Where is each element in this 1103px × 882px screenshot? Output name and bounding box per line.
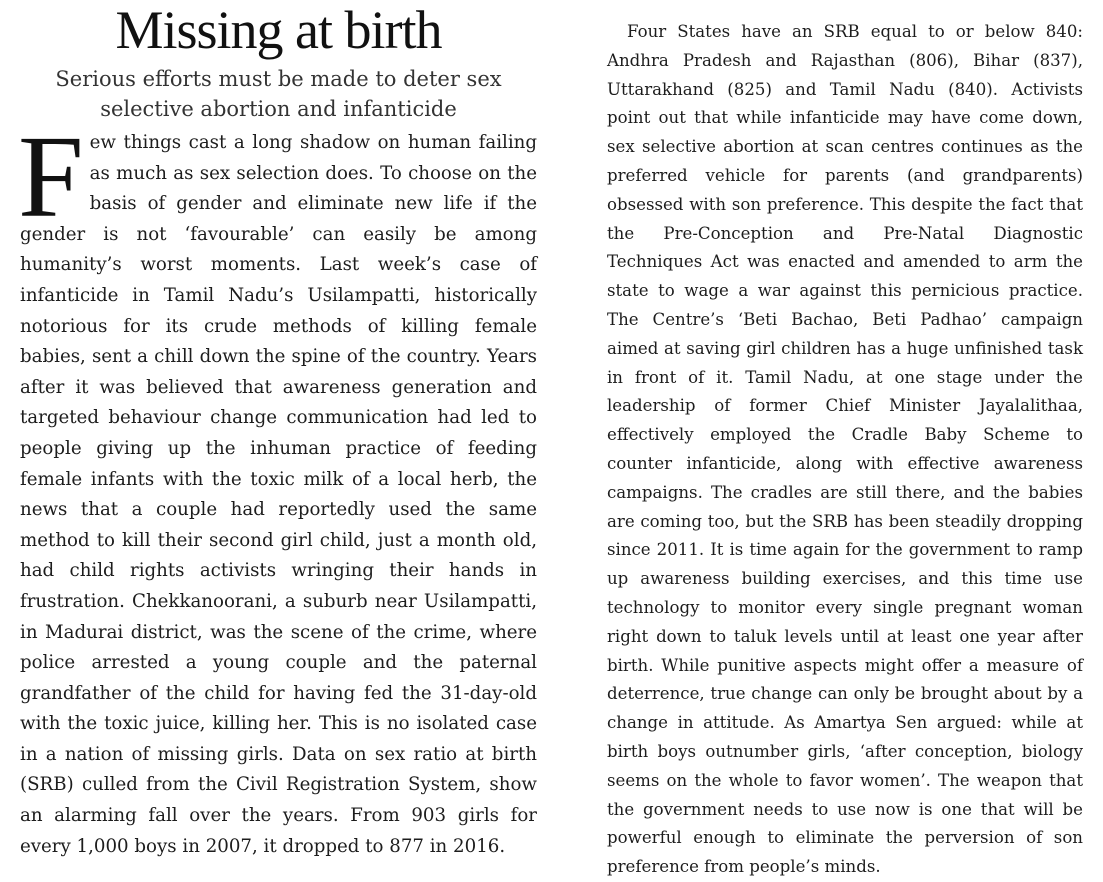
article-paragraph-1: [18, 111, 537, 862]
article-headline: Missing at birth: [115, 0, 442, 60]
article-paragraph-2: Four States have an SRB equal to or below 840: Andhra Pradesh and Rajasthan (806), Bihar (837), Uttarakhand (825) and Tamil Nadu (840). Activists point out that while infanticide may have come down, sex selective abortion at scan centres continues as the preferred vehicle for parents (and grandparents) obsessed with son preference. This despite the fact that the Pre-Conception and Pre-Natal Diagnostic Techniques Act was enacted and amended to arm the state to wage a war against this pernicious practice. The Centre’s ‘Beti Bachao, Beti Padhao’ campaign aimed at saving girl children has a huge unfinished task in front of it. Tamil Nadu, at one stage under the leadership of former Chief Minister Jayalalithaa, effectively employed the Cradle Baby Scheme to counter infanticide, along with effective awareness campaigns. The cradles are still there, and the babies are coming too, but the SRB has been steadily dropping since 2011. It is time again for the government to ramp up awareness building exercises, and this time use technology to monitor every single pregnant woman right down to taluk levels until at least one year after birth. While punitive aspects might offer a measure of deterrence, true change can only be brought about by a change in attitude. As Amartya Sen argued: while at birth boys outnumber girls, ‘after conception, biology seems on the whole to favor women’. The weapon that the government needs to use now is one that will be powerful enough to eliminate the perversion of son preference from people’s minds.: [607, 22, 1083, 877]
right-column: [607, 0, 1083, 882]
drop-cap: F: [18, 111, 84, 242]
left-column: [20, 0, 537, 862]
article-deck: Serious efforts must be made to deter sex selective abortion and infanticide: [55, 67, 502, 121]
paragraph-1-text: ew things cast a long shadow on human failing as much as sex selection does. To choose on the basis of gender and eliminate new life if the gender is not ‘favourable’ can easily be among humanity’s worst moments. Last week’s case of infanticide in Tamil Nadu’s Usilampatti, historically notorious for its crude methods of killing female babies, sent a chill down the spine of the country. Years after it was believed that awareness generation and targeted behaviour change communication had led to people giving up the inhuman practice of feeding female infants with the toxic milk of a local herb, the news that a couple had reportedly used the same method to kill their second girl child, just a month old, had child rights activists wringing their hands in frustration. Chekkanoorani, a suburb near Usilampatti, in Madurai district, was the scene of the crime, where police arrested a young couple and the paternal grandfather of the child for having fed the 31-day-old with the toxic juice, killing her. This is no isolated case in a nation of missing girls. Data on sex ratio at birth (SRB) culled from the Civil Registration System, show an alarming fall over the years. From 903 girls for every 1,000 boys in 2007, it dropped to 877 in 2016.: [20, 132, 537, 857]
